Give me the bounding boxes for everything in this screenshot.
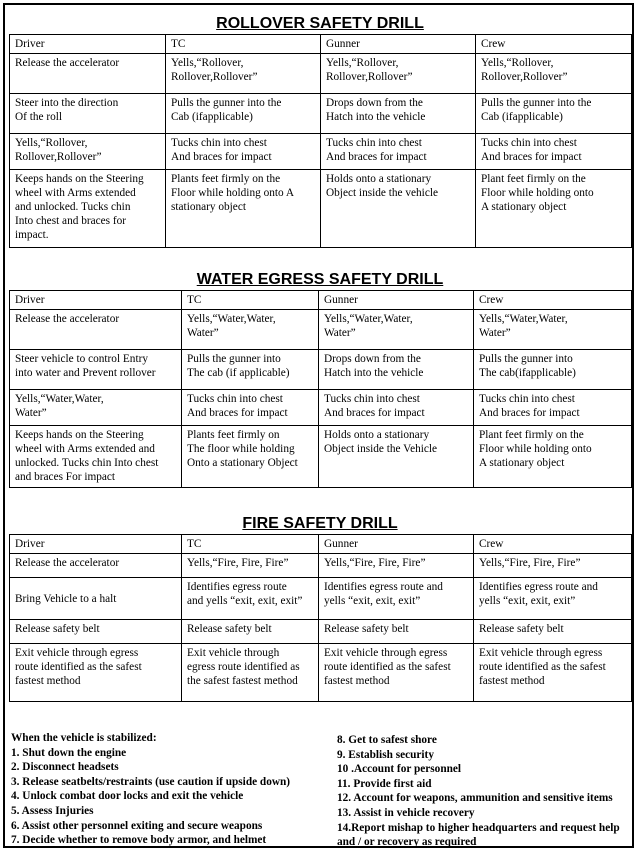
cell-crew: Yells,“Fire, Fire, Fire”	[474, 554, 632, 578]
cell-gunner: Exit vehicle through egress route identified as the safest fastest method	[319, 644, 474, 702]
cell-crew: Plant feet firmly on the Floor while holding onto A stationary object	[474, 426, 632, 488]
cell-driver: Keeps hands on the Steering wheel with Arms extended and unlocked. Tucks chin Into chest and braces for impact.	[10, 170, 166, 248]
table-header-row	[10, 35, 632, 54]
cell-crew: Yells,“Water,Water, Water”	[474, 310, 632, 350]
table-row	[10, 578, 632, 620]
water-egress-table	[9, 290, 632, 488]
header-gunner: Gunner	[321, 35, 476, 54]
header-crew: Crew	[476, 35, 632, 54]
table-row	[10, 54, 632, 94]
cell-tc: Yells,“Fire, Fire, Fire”	[182, 554, 319, 578]
cell-gunner: Yells,“Fire, Fire, Fire”	[319, 554, 474, 578]
fire-table	[9, 534, 632, 702]
table-row	[10, 390, 632, 426]
cell-driver: Steer into the direction Of the roll	[10, 94, 166, 134]
cell-tc: Release safety belt	[182, 620, 319, 644]
cell-driver: Bring Vehicle to a halt	[10, 578, 182, 620]
cell-driver: Yells,“Rollover, Rollover,Rollover”	[10, 134, 166, 170]
list-item: 5. Assess Injuries	[11, 804, 94, 817]
header-tc: TC	[166, 35, 321, 54]
table-header-row	[10, 291, 632, 310]
cell-gunner: Tucks chin into chest And braces for impact	[321, 134, 476, 170]
water-egress-title: WATER EGRESS SAFETY DRILL	[196, 271, 444, 288]
list-item: 13. Assist in vehicle recovery	[337, 806, 475, 819]
cell-crew: Release safety belt	[474, 620, 632, 644]
table-row	[10, 170, 632, 248]
list-item: 3. Release seatbelts/restraints (use caution if upside down)	[11, 775, 291, 788]
cell-tc: Yells,“Water,Water, Water”	[182, 310, 319, 350]
table-row	[10, 644, 632, 702]
cell-tc: Tucks chin into chest And braces for impact	[182, 390, 319, 426]
header-driver: Driver	[10, 535, 182, 554]
steps-left-column	[11, 731, 290, 848]
header-crew: Crew	[474, 291, 632, 310]
table-row	[10, 94, 632, 134]
table-row	[10, 554, 632, 578]
header-tc: TC	[182, 535, 319, 554]
table-header-row	[10, 535, 632, 554]
fire-title: FIRE SAFETY DRILL	[242, 515, 398, 532]
cell-crew: Identifies egress route and yells “exit, exit, exit”	[474, 578, 632, 620]
water-egress-section	[9, 270, 631, 488]
cell-driver: Keeps hands on the Steering wheel with Arms extended and unlocked. Tucks chin Into chest and braces For impact	[10, 426, 182, 488]
cell-crew: Exit vehicle through egress route identified as the safest fastest method	[474, 644, 632, 702]
list-item: 10 .Account for personnel	[337, 763, 462, 776]
cell-crew: Yells,“Rollover, Rollover,Rollover”	[476, 54, 632, 94]
list-item: 4. Unlock combat door locks and exit the vehicle	[11, 790, 244, 803]
cell-crew: Tucks chin into chest And braces for impact	[474, 390, 632, 426]
table-row	[10, 134, 632, 170]
cell-driver: Release the accelerator	[10, 310, 182, 350]
cell-gunner: Release safety belt	[319, 620, 474, 644]
cell-gunner: Drops down from the Hatch into the vehicle	[321, 94, 476, 134]
list-item: 6. Assist other personnel exiting and secure weapons	[11, 819, 263, 832]
list-item: 14.Report mishap to higher headquarters and request help	[337, 821, 620, 834]
cell-tc: Plants feet firmly on The floor while holding Onto a stationary Object	[182, 426, 319, 488]
cell-crew: Tucks chin into chest And braces for impact	[476, 134, 632, 170]
list-item: 9. Establish security	[337, 748, 434, 761]
cell-driver: Steer vehicle to control Entry into water and Prevent rollover	[10, 350, 182, 390]
cell-gunner: Identifies egress route and yells “exit, exit, exit”	[319, 578, 474, 620]
cell-driver: Exit vehicle through egress route identified as the safest fastest method	[10, 644, 182, 702]
table-row	[10, 426, 632, 488]
list-item: 11. Provide first aid	[337, 777, 432, 790]
header-tc: TC	[182, 291, 319, 310]
list-item: 2. Disconnect headsets	[11, 761, 119, 774]
header-gunner: Gunner	[319, 291, 474, 310]
rollover-section	[9, 14, 631, 248]
cell-tc: Plants feet firmly on the Floor while holding onto A stationary object	[166, 170, 321, 248]
cell-gunner: Yells,“Water,Water, Water”	[319, 310, 474, 350]
cell-gunner: Holds onto a stationary Object inside the vehicle	[321, 170, 476, 248]
list-item: 1. Shut down the engine	[11, 746, 127, 759]
cell-crew: Pulls the gunner into The cab(ifapplicable)	[474, 350, 632, 390]
table-row	[10, 620, 632, 644]
cell-crew: Pulls the gunner into the Cab (ifapplicable)	[476, 94, 632, 134]
fire-section	[9, 514, 631, 702]
cell-crew: Plant feet firmly on the Floor while holding onto A stationary object	[476, 170, 632, 248]
cell-gunner: Drops down from the Hatch into the vehicle	[319, 350, 474, 390]
cell-driver: Yells,“Water,Water, Water”	[10, 390, 182, 426]
list-item: 12. Account for weapons, ammunition and sensitive items	[337, 792, 613, 805]
list-item: 8. Get to safest shore	[337, 734, 437, 746]
steps-right-column	[337, 733, 620, 850]
cell-tc: Identifies egress route and yells “exit, exit, exit”	[182, 578, 319, 620]
header-driver: Driver	[10, 35, 166, 54]
drill-card	[3, 3, 634, 848]
cell-tc: Pulls the gunner into The cab (if applicable)	[182, 350, 319, 390]
list-item: and / or recovery as required	[337, 836, 477, 849]
cell-driver: Release the accelerator	[10, 54, 166, 94]
cell-gunner: Yells,“Rollover, Rollover,Rollover”	[321, 54, 476, 94]
table-row	[10, 350, 632, 390]
header-driver: Driver	[10, 291, 182, 310]
header-crew: Crew	[474, 535, 632, 554]
cell-driver: Release safety belt	[10, 620, 182, 644]
table-row	[10, 310, 632, 350]
cell-tc: Exit vehicle through egress route identified as the safest fastest method	[182, 644, 319, 702]
rollover-title: ROLLOVER SAFETY DRILL	[216, 15, 424, 32]
cell-gunner: Holds onto a stationary Object inside the Vehicle	[319, 426, 474, 488]
header-gunner: Gunner	[319, 535, 474, 554]
cell-tc: Yells,“Rollover, Rollover,Rollover”	[166, 54, 321, 94]
steps-heading: When the vehicle is stabilized:	[11, 732, 157, 744]
cell-tc: Tucks chin into chest And braces for impact	[166, 134, 321, 170]
list-item: 7. Decide whether to remove body armor, and helmet	[11, 834, 267, 847]
rollover-table	[9, 34, 632, 248]
cell-gunner: Tucks chin into chest And braces for impact	[319, 390, 474, 426]
cell-tc: Pulls the gunner into the Cab (ifapplicable)	[166, 94, 321, 134]
cell-driver: Release the accelerator	[10, 554, 182, 578]
